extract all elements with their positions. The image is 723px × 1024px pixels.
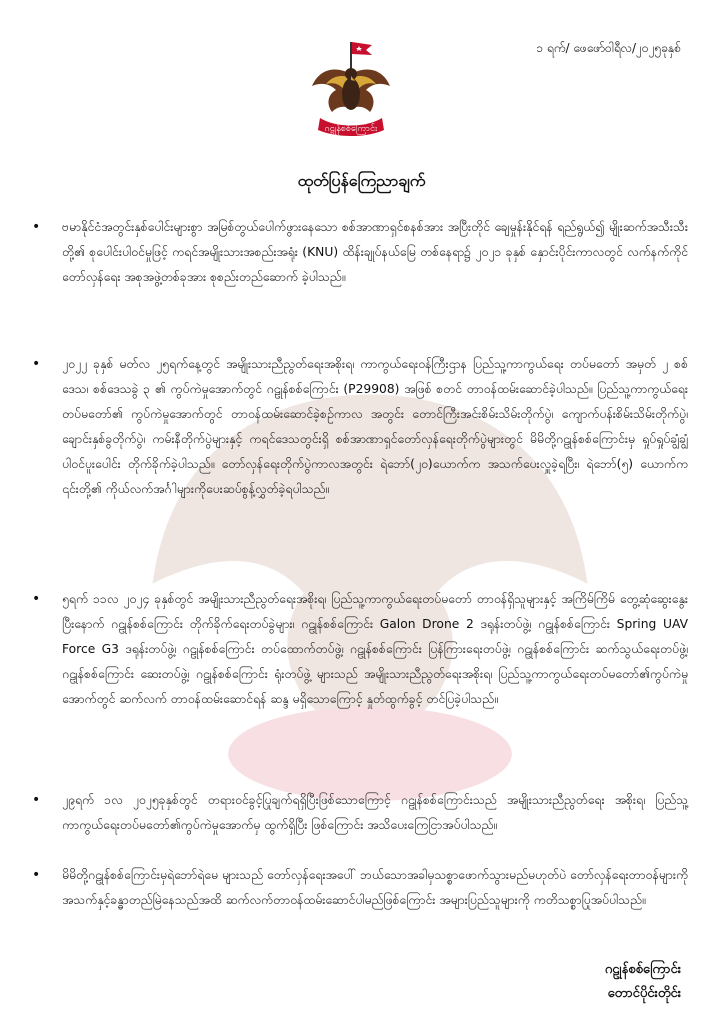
statement-point — [30, 352, 688, 502]
statement-text: ၅ရက် ၁၁လ ၂၀၂၄ ခုနှစ်တွင် အမျိုးသားညီညွတ်ရေးအစိုးရ၊ ပြည်သူ့ကာကွယ်ရေးတပ်မတော် တာဝန်ရှိသူများနှင့် အကြိမ်ကြိမ် တွေ့ဆုံဆွေးနွေးပြီးနောက် ဂဠုန်စစ်ကြောင်း တိုက်ခိုက်ရေးတပ်ခွဲများ၊ ဂဠုန်စစ်ကြောင်း Galon Drone 2 ဒရုန်းတပ်ဖွဲ့၊ ဂဠုန်စစ်ကြောင်း Spring UAV Force G3 ဒရုန်းတပ်ဖွဲ့၊ ဂဠုန်စစ်ကြောင်း တပ်ထောက်တပ်ဖွဲ့၊ ဂဠုန်စစ်ကြောင်း ပြန်ကြားရေးတပ်ဖွဲ့၊ ဂဠုန်စစ်ကြောင်း ဆက်သွယ်ရေးတပ်ဖွဲ့၊ ဂဠုန်စစ်ကြောင်း ဆေးတပ်ဖွဲ့၊ ဂဠုန်စစ်ကြောင်း ရုံးတပ်ဖွဲ့ များသည် အမျိုးသားညီညွတ်ရေးအစိုးရ၊ ပြည်သူ့ကာကွယ်ရေးတပ်မတော်၏ကွပ်ကဲမှု အောက်တွင် ဆက်လက် တာဝန်ထမ်းဆောင်ရန် ဆန္ဒ မရှိသောကြောင့် နှုတ်ထွက်ခွင့် တင်ပြခဲ့ပါသည်။ — [62, 592, 688, 706]
bullet-icon: • — [32, 867, 41, 883]
statement-point — [30, 587, 688, 712]
bullet-icon: • — [32, 591, 41, 607]
signature-unit: ဂဠုန်စစ်ကြောင်း — [604, 962, 681, 977]
signature-block — [605, 958, 681, 1006]
statement-text: ၂၉ရက် ၁လ ၂၀၂၅ခုနှစ်တွင် တရားဝင်ခွင့်ပြုချက်ရရှိပြီးဖြစ်သောကြောင့် ဂဠုန်စစ်ကြောင်းသည် အမျိုးသားညီညွတ်ရေး အစိုးရ၊ ပြည်သူ့ကာကွယ်ရေးတပ်မတော်၏ကွပ်ကဲမှုအောက်မှ ထွက်ရှိပြီး ဖြစ်ကြောင်း အသိပေးကြေငြာအပ်ပါသည်။ — [62, 793, 688, 832]
galon-emblem-logo — [306, 34, 396, 144]
bullet-icon: • — [32, 792, 41, 808]
bullet-icon: • — [32, 219, 41, 235]
statement-point — [30, 215, 688, 290]
page-title: ထုတ်ပြန်ကြေညာချက် — [297, 171, 426, 190]
statement-point — [30, 788, 688, 838]
statement-point — [30, 863, 688, 913]
logo-banner-text: ဂဠုန်စစ်ကြောင်း — [324, 124, 378, 134]
statement-text: ၂၀၂၂ ခုနှစ် မတ်လ ၂၅ရက်နေ့တွင် အမျိုးသားညီညွတ်ရေးအစိုးရ၊ ကာကွယ်ရေးဝန်ကြီးဌာန ပြည်သူ့ကာကွယ်ရေး တပ်မတော် အမှတ် ၂ စစ်ဒေသ၊ စစ်ဒေသခွဲ ၃ ၏ ကွပ်ကဲမှုအောက်တွင် ဂဠုန်စစ်ကြောင်း (P29908) အဖြစ် စတင် တာဝန်ထမ်းဆောင်ခဲ့ပါသည်။ ပြည်သူ့ကာကွယ်ရေးတပ်မတော်၏ ကွပ်ကဲမှုအောက်တွင် တာဝန်ထမ်းဆောင်ခဲ့စဉ်ကာလ အတွင်း တောင်ကြီးအင်းစိမ်းသိမ်းတိုက်ပွဲ၊ ကျောက်ပန်းစိမ်းသိမ်းတိုက်ပွဲ၊ ချောင်းနှစ်ခွတိုက်ပွဲ၊ ကမ်းနီတိုက်ပွဲများနှင့် ကရင်ဒေသတွင်းရှိ စစ်အာဏာရှင်တော်လှန်ရေးတိုက်ပွဲများတွင် မိမိတို့ဂဠုန်စစ်ကြောင်းမှ ရှုပ်ရှုပ်ချွံချွံ ပါဝင်ပူးပေါင်း တိုက်ခိုက်ခဲ့ပါသည်။ တော်လှန်ရေးတိုက်ပွဲကာလအတွင်း ရဲဘော်(၂၀)ယောက်က အသက်ပေးလှူခဲ့ရပြီး၊ ရဲဘော်(၅) ယောက်က ၎င်းတို့၏ ကိုယ်လက်အင်္ဂါများကိုပေးဆပ်စွန့်လွှတ်ခဲ့ရပါသည်။ — [62, 357, 688, 496]
document-date: ၁ ရက်/ ဖေဖော်ဝါရီလ/၂၀၂၅ခုနှစ် — [536, 41, 681, 55]
statement-text: မိမိတို့ဂဠုန်စစ်ကြောင်းမှရဲဘော်ရဲမေ များသည် တော်လှန်ရေးအပေါ် ဘယ်သောအခါမှသစ္စာဖောက်သွားမည်မဟုတ်ပဲ တော်လှန်ရေးတာဝန်များကို အသက်နှင့်ခန္ဓာတည်မြဲနေသည်အထိ ဆက်လက်တာဝန်ထမ်းဆောင်ပါမည်ဖြစ်ကြောင်း အများပြည်သူများကို ကတိသစ္စာပြုအပ်ပါသည်။ — [62, 868, 688, 907]
bullet-icon: • — [32, 356, 41, 372]
signature-region: တောင်ပိုင်းတိုင်း — [607, 986, 681, 1001]
statement-text: ဗမာနိုင်ငံအတွင်းနှစ်ပေါင်းများစွာ အမြစ်တွယ်ပေါက်ဖွားနေသော စစ်အာဏာရှင်စနစ်အား အပြီးတိုင် ချေမှုန်းနိုင်ရန် ရည်ရွယ်၍ မျိုးဆက်အသီးသီးတို့၏ စုပေါင်းပါဝင်မှုဖြင့် ကရင်အမျိုးသားအစည်းအရုံး (KNU) ထိန်းချုပ်နယ်မြေ တစ်နေရာ၌ ၂၀၂၁ ခုနှစ် နှောင်းပိုင်းကာလတွင် လက်နက်ကိုင်တော်လှန်ရေး အစုအဖွဲ့တစ်ခုအား စုစည်းတည်ဆောက် ခဲ့ပါသည်။ — [62, 220, 688, 284]
